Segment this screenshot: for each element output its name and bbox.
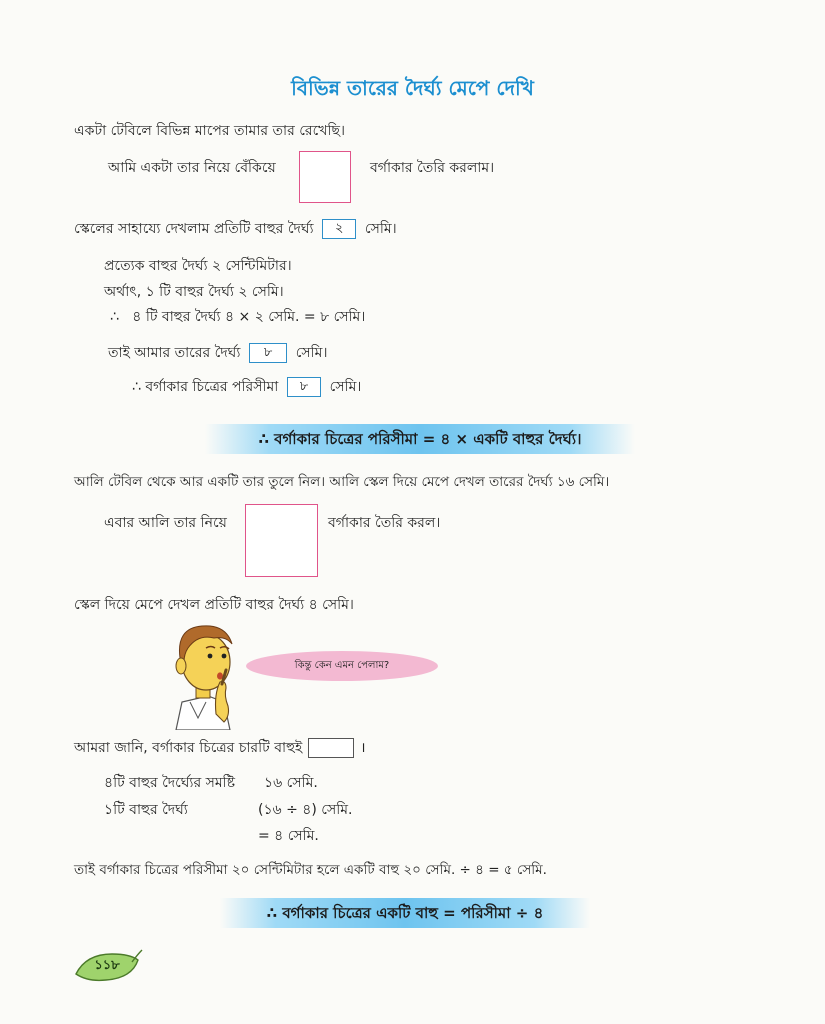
calc-row-2-label: ১টি বাহুর দৈর্ঘ্য: [104, 802, 188, 818]
perimeter-before: ∴ বর্গাকার চিত্রের পরিসীমা: [132, 379, 279, 395]
side-formula-banner: ∴ বর্গাকার চিত্রের একটি বাহু = পরিসীমা ÷ ৪: [220, 898, 590, 928]
know-line: [74, 738, 366, 758]
explain-line-1: প্রত্যেক বাহুর দৈর্ঘ্য ২ সেন্টিমিটার।: [104, 258, 292, 274]
therefore-symbol: ∴: [110, 309, 119, 325]
page-number-leaf: [72, 946, 144, 990]
wire-length-line: [108, 343, 327, 363]
perimeter-after: সেমি।: [329, 379, 362, 395]
wire-length-before: তাই আমার তারের দৈর্ঘ্য: [108, 345, 241, 361]
ali-square-before: এবার আলি তার নিয়ে: [104, 515, 227, 531]
perimeter-line: [132, 377, 361, 397]
page-number: ১১৮: [94, 958, 120, 973]
perimeter-formula-banner: ∴ বর্গাকার চিত্রের পরিসীমা = ৪ × একটি বাহুর দৈর্ঘ্য।: [205, 424, 635, 454]
thought-bubble: কিন্তু কেন এমন পেলাম?: [246, 651, 438, 681]
calc-row-3-value: = ৪ সেমি.: [258, 828, 319, 844]
know-after: ।: [360, 740, 366, 756]
explain-line-2: অর্থাৎ, ১ টি বাহুর দৈর্ঘ্য ২ সেমি।: [104, 284, 284, 300]
calc-row-2-value: (১৬ ÷ ৪) সেমি.: [258, 802, 353, 818]
measure-line: [74, 219, 397, 239]
page-title: বিভিন্ন তারের দৈর্ঘ্য মেপে দেখি: [291, 76, 534, 100]
calc-row-1-value: ১৬ সেমি.: [264, 775, 318, 791]
wire-length-after: সেমি।: [295, 345, 328, 361]
measure-before: স্কেলের সাহায্যে দেখলাম প্রতিটি বাহুর দৈর্ঘ্য: [74, 221, 314, 237]
answer-blank-box: [308, 738, 354, 758]
measure-after: সেমি।: [364, 221, 397, 237]
know-before: আমরা জানি, বর্গাকার চিত্রের চারটি বাহুই: [74, 740, 303, 756]
calc-row-1-label: ৪টি বাহুর দৈর্ঘ্যের সমষ্টি: [104, 775, 236, 791]
thinking-boy-illustration: [168, 618, 248, 730]
intro-text: একটা টেবিলে বিভিন্ন মাপের তামার তার রেখেছি।: [74, 123, 345, 139]
ali-intro: আলি টেবিল থেকে আর একটি তার তুলে নিল। আলি স্কেল দিয়ে মেপে দেখল তারের দৈর্ঘ্য ১৬ সেমি।: [74, 474, 610, 490]
square-drawing-large: [245, 504, 318, 577]
wire-length-box: ৮: [249, 343, 287, 363]
side-length-box: ২: [322, 219, 356, 239]
perimeter-box: ৮: [287, 377, 321, 397]
conclusion-text: তাই বর্গাকার চিত্রের পরিসীমা ২০ সেন্টিমিটার হলে একটি বাহু ২০ সেমি. ÷ ৪ = ৫ সেমি.: [74, 862, 547, 878]
make-square-before: আমি একটা তার নিয়ে বেঁকিয়ে: [108, 160, 276, 176]
square-drawing-small: [299, 151, 351, 203]
make-square-after: বর্গাকার তৈরি করলাম।: [370, 160, 495, 176]
ali-square-after: বর্গাকার তৈরি করল।: [328, 515, 441, 531]
ali-measure: স্কেল দিয়ে মেপে দেখল প্রতিটি বাহুর দৈর্ঘ্য ৪ সেমি।: [74, 597, 354, 613]
explain-line-3: [110, 307, 365, 327]
explain-line-3-text: ৪ টি বাহুর দৈর্ঘ্য ৪ × ২ সেমি. = ৮ সেমি।: [132, 309, 366, 325]
